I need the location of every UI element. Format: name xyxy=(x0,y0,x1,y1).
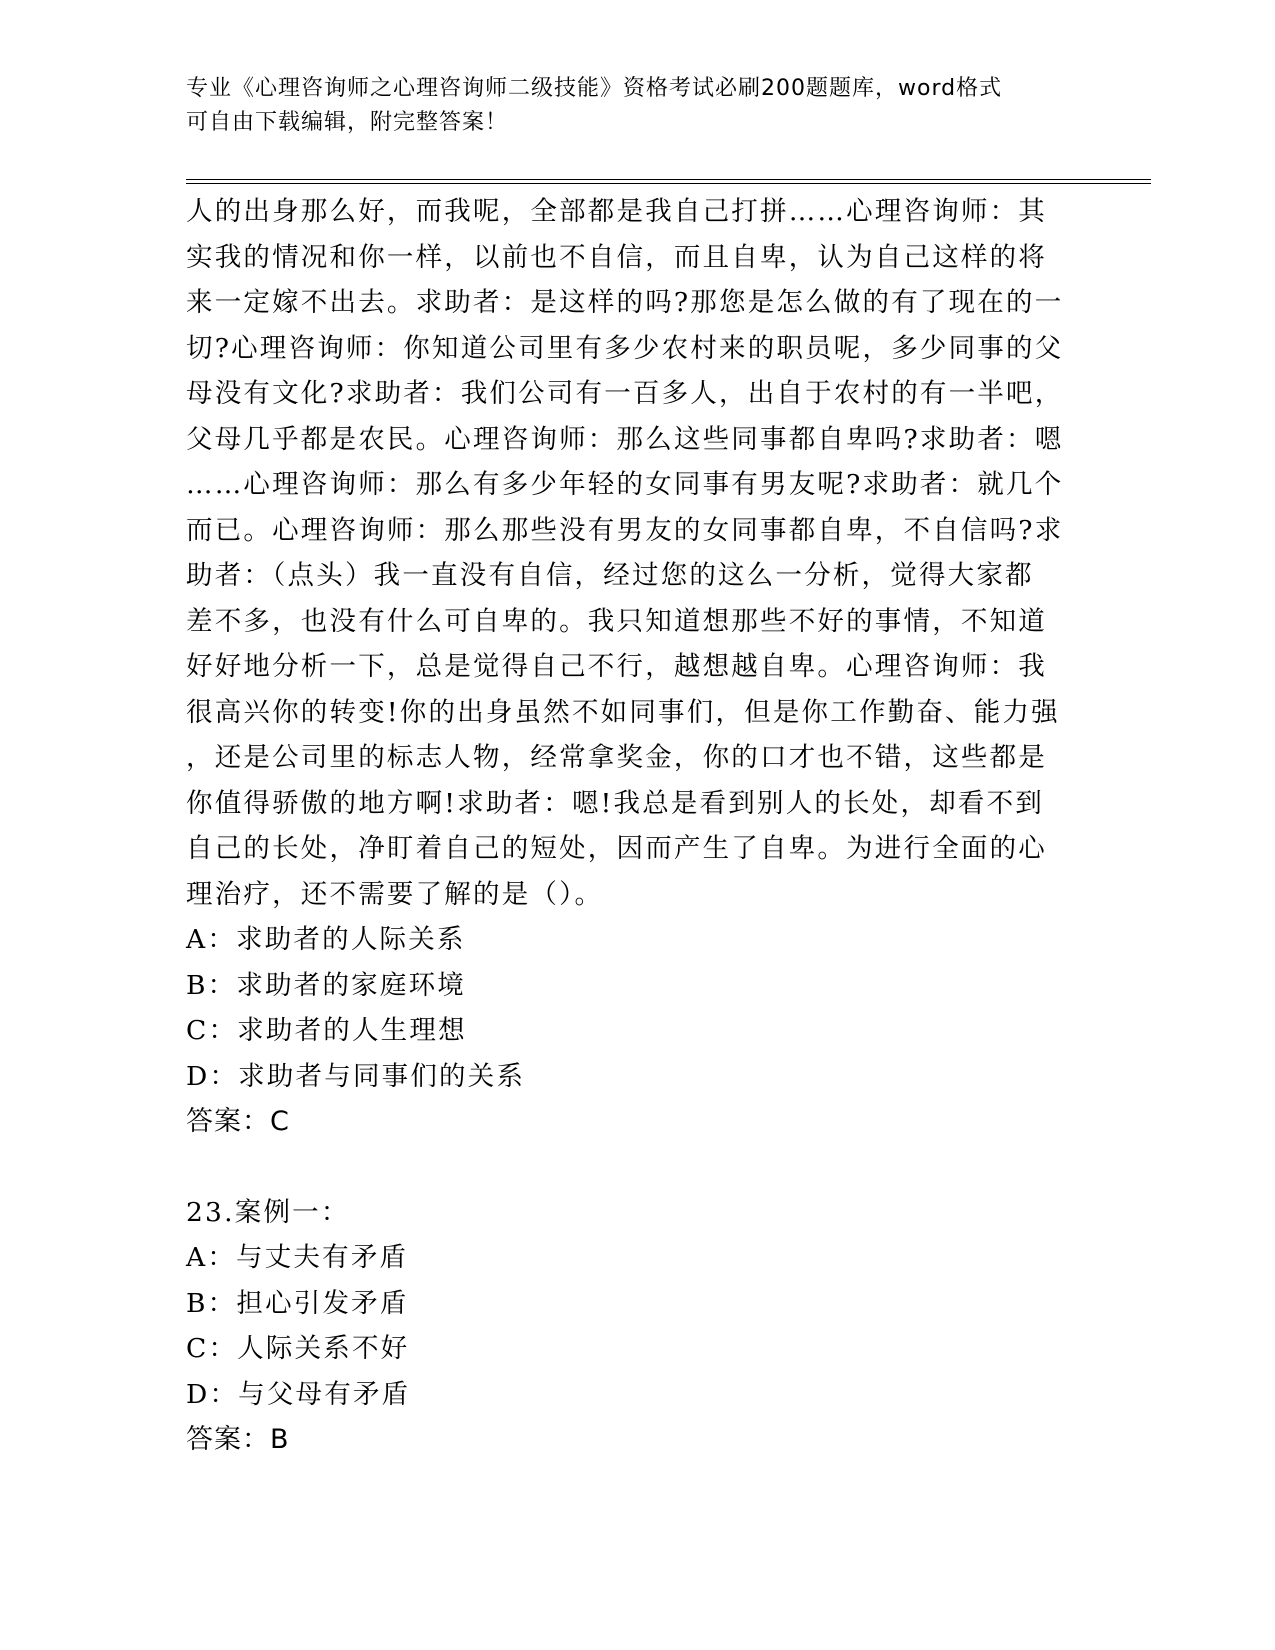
stem-line: 自己的长处，净盯着自己的短处，因而产生了自卑。为进行全面的心 xyxy=(186,833,1047,864)
option-d: D：求助者与同事们的关系 xyxy=(186,1060,526,1092)
stem-line: 很高兴你的转变!你的出身虽然不如同事们，但是你工作勤奋、能力强 xyxy=(186,696,1060,728)
option-c: C：人际关系不好 xyxy=(186,1333,410,1364)
header-title-line-2: 可自由下载编辑，附完整答案！ xyxy=(186,110,509,135)
stem-line: 父母几乎都是农民。心理咨询师：那么这些同事都自卑吗?求助者：嗯 xyxy=(186,423,1064,455)
option-c: C：求助者的人生理想 xyxy=(186,1015,467,1046)
document-header xyxy=(186,72,1066,140)
option-b: B：担心引发矛盾 xyxy=(186,1287,409,1319)
stem-line: 实我的情况和你一样，以前也不自信，而且自卑，认为自己这样的将 xyxy=(186,241,1047,273)
stem-line: ……心理咨询师：那么有多少年轻的女同事有男友呢?求助者：就几个 xyxy=(186,469,1064,500)
option-b: B：求助者的家庭环境 xyxy=(186,969,466,1001)
answer-label: 答案：C xyxy=(186,1106,290,1137)
stem-line: ，还是公司里的标志人物，经常拿奖金，你的口才也不错，这些都是 xyxy=(186,742,1047,773)
document-body xyxy=(186,189,1066,1463)
stem-line: 来一定嫁不出去。求助者：是这样的吗?那您是怎么做的有了现在的一 xyxy=(186,287,1064,318)
answer-label: 答案：B xyxy=(186,1424,290,1455)
stem-line: 理治疗，还不需要了解的是（）。 xyxy=(186,878,604,910)
question-22 xyxy=(186,189,1066,1145)
stem-line: 切?心理咨询师：你知道公司里有多少农村来的职员呢，多少同事的父 xyxy=(186,332,1064,364)
header-divider-bottom xyxy=(186,183,1151,184)
option-d: D：与父母有矛盾 xyxy=(186,1378,411,1410)
stem-line: 助者：（点头）我一直没有自信，经过您的这么一分析，觉得大家都 xyxy=(186,560,1034,591)
header-title-line-1: 专业《心理咨询师之心理咨询师二级技能》资格考试必刷200题题库，word格式 xyxy=(186,76,1003,101)
option-a: A：与丈夫有矛盾 xyxy=(186,1242,409,1273)
stem-line: 你值得骄傲的地方啊!求助者：嗯!我总是看到别人的长处，却看不到 xyxy=(186,787,1044,819)
header-divider-top xyxy=(186,179,1151,180)
question-22-stem xyxy=(186,189,1066,917)
question-spacer xyxy=(186,1145,1066,1190)
stem-line: 母没有文化?求助者：我们公司有一百多人，出自于农村的有一半吧， xyxy=(186,378,1064,409)
stem-line: 好好地分析一下，总是觉得自己不行，越想越自卑。心理咨询师：我 xyxy=(186,651,1047,682)
option-a: A：求助者的人际关系 xyxy=(186,924,466,955)
question-23-stem: 23.案例一： xyxy=(186,1196,350,1228)
stem-line: 差不多，也没有什么可自卑的。我只知道想那些不好的事情，不知道 xyxy=(186,605,1047,637)
stem-line: 人的出身那么好，而我呢，全部都是我自己打拼……心理咨询师：其 xyxy=(186,196,1047,227)
question-23 xyxy=(186,1190,1066,1463)
stem-line: 而已。心理咨询师：那么那些没有男友的女同事都自卑，不自信吗?求 xyxy=(186,514,1064,546)
